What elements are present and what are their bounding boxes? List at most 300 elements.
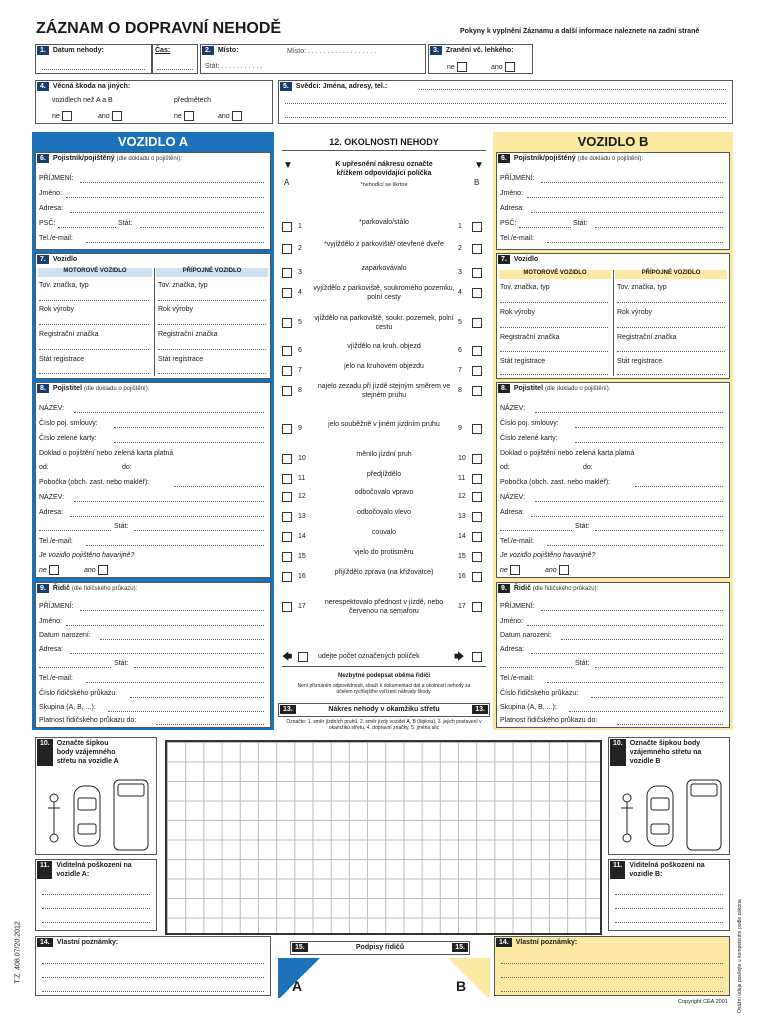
arrow-right-icon: 🡆 xyxy=(454,652,465,663)
vehicle-b-policyholder xyxy=(496,152,730,250)
circumstance-a-checkbox[interactable] xyxy=(282,512,292,522)
insurer-note: (dle dokladu o pojištění): xyxy=(83,386,150,392)
section-place xyxy=(200,44,426,74)
driver-address-input[interactable] xyxy=(531,653,723,654)
damage-vehicles-yes: ano xyxy=(98,111,122,121)
branch-address-input[interactable] xyxy=(70,516,264,517)
car-icon xyxy=(647,786,673,846)
license-validity-label: Platnost řidičského průkazu do: xyxy=(39,717,137,724)
circumstance-row xyxy=(282,284,486,304)
year-input[interactable] xyxy=(500,327,608,328)
valid-from-label: od: xyxy=(39,464,49,471)
surname-input[interactable] xyxy=(541,182,723,183)
damage-input[interactable] xyxy=(42,922,150,923)
circumstance-a-checkbox[interactable] xyxy=(282,474,292,484)
zip-label: PSČ: xyxy=(500,220,517,227)
arrow-down-a-icon: ▼ xyxy=(283,160,293,171)
place-label[interactable]: Místo: . . . . . . . . . . . . . . . . . . xyxy=(287,48,377,55)
branch-input[interactable] xyxy=(635,486,723,487)
circumstance-a-checkbox[interactable] xyxy=(282,222,292,232)
motor-vehicle-header: MOTOROVÉ VOZIDLO xyxy=(499,270,611,279)
circumstance-number: 9 xyxy=(458,425,462,432)
injuries-no: ne xyxy=(447,62,467,72)
trailer-make-input[interactable] xyxy=(158,300,266,301)
address-input[interactable] xyxy=(70,212,264,213)
branch-address-input[interactable] xyxy=(500,530,572,531)
circumstance-b-checkbox[interactable] xyxy=(472,268,482,278)
insurer-name-input[interactable] xyxy=(74,412,264,413)
driver-address-input[interactable] xyxy=(70,653,264,654)
circumstance-text: jelo souběžně v jiném jízdním pruhu xyxy=(328,421,440,428)
vehicle-b-driver xyxy=(496,582,730,728)
section-num: 9. xyxy=(498,584,510,593)
time-input[interactable] xyxy=(157,69,193,70)
driver-dob-input[interactable] xyxy=(561,639,723,640)
vehicle-a-notes xyxy=(35,936,271,996)
circumstance-text: měnilo jízdní pruh xyxy=(356,451,412,458)
damage-vehicles-label: vozidlech než A a B xyxy=(52,97,113,104)
driver-phone-input[interactable] xyxy=(86,682,264,683)
circumstance-a-checkbox[interactable] xyxy=(282,386,292,396)
circumstance-b-checkbox[interactable] xyxy=(472,572,482,582)
count-b-box[interactable] xyxy=(472,652,482,662)
zip-input[interactable] xyxy=(58,227,116,228)
page-title: ZÁZNAM O DOPRAVNÍ NEHODĚ xyxy=(36,20,282,37)
driver-firstname-input[interactable] xyxy=(527,625,723,626)
green-card-label: Číslo zelené karty: xyxy=(39,435,97,442)
count-a-box[interactable] xyxy=(298,652,308,662)
driver-surname-label: PŘÍJMENÍ: xyxy=(39,603,74,610)
vehicle-a-policyholder xyxy=(35,152,271,250)
sketch-num-a: 13. xyxy=(280,705,300,714)
date-label: Datum nehody: xyxy=(52,47,104,54)
license-number-label: Číslo řidičského průkazu: xyxy=(39,690,118,697)
branch-state-input[interactable] xyxy=(595,530,723,531)
branch-label: Pobočka (obch. zast. nebo makléř): xyxy=(39,479,150,486)
phone-input[interactable] xyxy=(86,242,264,243)
trailer-reg-state-input[interactable] xyxy=(158,373,266,374)
phone-input[interactable] xyxy=(547,242,723,243)
driver-address-label: Adresa: xyxy=(500,646,525,653)
branch-state-label: Stát: xyxy=(114,523,129,530)
injuries-no-checkbox[interactable] xyxy=(457,62,467,72)
branch-address-input[interactable] xyxy=(531,516,723,517)
vehicle-label: Vozidlo xyxy=(513,256,539,263)
license-number-input[interactable] xyxy=(591,697,723,698)
circumstance-number: 12 xyxy=(458,493,466,500)
vehicle-label: Vozidlo xyxy=(52,256,78,263)
trailer-make-input[interactable] xyxy=(617,302,725,303)
driver-phone-input[interactable] xyxy=(547,682,723,683)
validity-label: Doklad o pojištění nebo zelená karta platná xyxy=(39,450,174,457)
vehicle-a-impact-point xyxy=(35,737,157,855)
firstname-label: Jméno: xyxy=(500,190,523,197)
moto-wheel-icon xyxy=(50,794,58,802)
moto-wheel-icon xyxy=(623,794,631,802)
driver-address-label: Adresa: xyxy=(39,646,64,653)
signatures-num-b: 15. xyxy=(452,943,472,952)
address-label: Adresa: xyxy=(500,205,525,212)
circumstance-text: nerespektovalo přednost v jízdě, nebo červenou na semaforu xyxy=(324,599,444,615)
branch-label: Pobočka (obch. zast. nebo makléř): xyxy=(500,479,611,486)
trailer-year-input[interactable] xyxy=(617,327,725,328)
damage-label: Viditelná poškození na vozidle A: xyxy=(56,862,132,878)
circumstance-number: 4 xyxy=(298,289,302,296)
circumstance-b-checkbox[interactable] xyxy=(472,602,482,612)
driver-state-label: Stát: xyxy=(114,660,129,667)
circumstance-text: vjíždělo na kruh. objezd xyxy=(347,343,421,350)
license-group-input[interactable] xyxy=(569,711,723,712)
trailer-make-label: Tov. značka, typ xyxy=(617,284,667,291)
circumstance-number: 16 xyxy=(458,573,466,580)
circumstance-number: 3 xyxy=(458,269,462,276)
circumstance-row xyxy=(282,420,486,440)
license-group-label: Skupina (A, B, ...): xyxy=(39,704,96,711)
witnesses-input[interactable] xyxy=(419,89,726,90)
policyholder-note: (dle dokladu o pojištění): xyxy=(116,156,183,162)
column-b-label: B xyxy=(474,178,480,187)
license-group-label: Skupina (A, B, ...): xyxy=(500,704,557,711)
plate-input[interactable] xyxy=(39,349,149,350)
policy-number-input[interactable] xyxy=(575,427,723,428)
circumstance-row xyxy=(282,548,486,568)
circumstance-number: 14 xyxy=(298,533,306,540)
section-num: 10. xyxy=(37,739,53,766)
circumstance-text: odbočovalo vlevo xyxy=(356,509,412,516)
notes-input[interactable] xyxy=(42,963,264,964)
policy-number-input[interactable] xyxy=(114,427,264,428)
insurer-label: Pojistitel xyxy=(513,385,544,392)
firstname-input[interactable] xyxy=(66,197,264,198)
circumstance-a-checkbox[interactable] xyxy=(282,492,292,502)
section-num: 7. xyxy=(498,255,510,264)
driver-address-input[interactable] xyxy=(39,667,111,668)
sketch-note: Označte: 1. směr jízdních pruhů, 2. směr jízdy vozidel A, B (šipkou), 3. jejich postavení v okamžiku střetu, 4. dopravní značky, 5. jména ulic xyxy=(286,719,482,731)
branch-phone-input[interactable] xyxy=(86,545,264,546)
trailer-make-label: Tov. značka, typ xyxy=(158,282,208,289)
license-group-input[interactable] xyxy=(108,711,264,712)
firstname-input[interactable] xyxy=(527,197,723,198)
green-card-input[interactable] xyxy=(575,442,723,443)
license-validity-input[interactable] xyxy=(617,724,723,725)
sketch-header xyxy=(278,703,490,717)
circumstance-row xyxy=(282,382,486,402)
trailer-reg-state-label: Stát registrace xyxy=(158,356,204,363)
circumstance-number: 7 xyxy=(458,367,462,374)
license-validity-input[interactable] xyxy=(156,724,264,725)
phone-label: Tel./e-mail: xyxy=(500,235,534,242)
address-input[interactable] xyxy=(531,212,723,213)
circumstance-row xyxy=(282,362,486,382)
notes-input[interactable] xyxy=(42,991,264,992)
circumstance-number: 13 xyxy=(298,513,306,520)
vehicle-a-header: VOZIDLO A xyxy=(32,134,274,150)
notes-input[interactable] xyxy=(501,991,723,992)
circumstance-a-checkbox[interactable] xyxy=(282,552,292,562)
plate-label: Registrační značka xyxy=(500,334,560,341)
instructions: Pokyny k vyplnění Záznamu a další informace naleznete na zadní straně xyxy=(460,28,700,35)
damage-label: Věcná škoda na jiných: xyxy=(52,83,131,90)
driver-state-label: Stát: xyxy=(575,660,590,667)
surname-input[interactable] xyxy=(80,182,264,183)
section-injuries xyxy=(428,44,533,74)
circumstance-number: 10 xyxy=(298,455,306,462)
circumstance-b-checkbox[interactable] xyxy=(472,474,482,484)
signatures-num-a: 15. xyxy=(292,943,312,952)
circumstance-a-checkbox[interactable] xyxy=(282,366,292,376)
sign-note: Není přiznáním odpovědnosti, slouží k dokumentaci dat a okolností nehody za účelem rychlejšího vyřízení náhrady škody. xyxy=(297,683,471,695)
checkbox[interactable] xyxy=(184,111,194,121)
vehicle-b-diagram[interactable] xyxy=(615,778,725,852)
damage-items-label: předmětech xyxy=(174,97,211,104)
driver-surname-input[interactable] xyxy=(541,610,723,611)
insurer-name-label: NÁZEV: xyxy=(39,405,65,412)
year-input[interactable] xyxy=(39,324,149,325)
damage-vehicles-no: ne xyxy=(52,111,72,121)
time-label: Čas: xyxy=(155,47,171,54)
plate-input[interactable] xyxy=(500,351,608,352)
vehicle-a-insurer xyxy=(35,382,271,578)
driver-phone-label: Tel./e-mail: xyxy=(500,675,534,682)
circumstance-b-checkbox[interactable] xyxy=(472,222,482,232)
side-note: Ovážní údaje posílejte u kompetentní podle zákona xyxy=(737,899,743,1013)
circumstance-row xyxy=(282,470,486,490)
driver-state-input[interactable] xyxy=(595,667,723,668)
license-number-input[interactable] xyxy=(130,697,264,698)
reg-state-input[interactable] xyxy=(500,374,608,375)
circumstance-b-checkbox[interactable] xyxy=(472,366,482,376)
driver-note: (dle řidičského průkazu): xyxy=(71,586,138,592)
green-card-input[interactable] xyxy=(114,442,264,443)
motor-vehicle-header: MOTOROVÉ VOZIDLO xyxy=(38,268,152,277)
circumstance-text: jelo na kruhovém objezdu xyxy=(344,363,424,370)
circumstance-a-checkbox[interactable] xyxy=(282,318,292,328)
circumstance-number: 8 xyxy=(458,387,462,394)
reg-state-input[interactable] xyxy=(39,373,149,374)
vehicle-b-damage xyxy=(608,859,730,931)
state-label[interactable]: Stát: . . . . . . . . . . . xyxy=(205,63,263,70)
vehicle-b-notes xyxy=(494,936,730,996)
surname-label: PŘÍJMENÍ: xyxy=(500,175,535,182)
witnesses-input[interactable] xyxy=(285,117,726,118)
circumstance-a-checkbox[interactable] xyxy=(282,572,292,582)
section-num: 11. xyxy=(37,861,52,879)
driver-dob-label: Datum narození: xyxy=(39,632,91,639)
circumstance-a-checkbox[interactable] xyxy=(282,244,292,254)
checkbox[interactable] xyxy=(62,111,72,121)
checkbox[interactable] xyxy=(232,111,242,121)
truck-icon xyxy=(114,780,148,850)
notes-input[interactable] xyxy=(42,977,264,978)
column-a-label: A xyxy=(284,178,290,187)
circumstance-a-checkbox[interactable] xyxy=(282,602,292,612)
signature-a-label: A xyxy=(292,978,303,994)
moto-wheel-icon xyxy=(623,834,631,842)
casco-yes: ano xyxy=(545,565,569,575)
section-damage xyxy=(35,80,273,124)
valid-to-label: do: xyxy=(122,464,132,471)
sketch-grid[interactable] xyxy=(165,740,602,935)
circumstance-b-checkbox[interactable] xyxy=(472,552,482,562)
moto-wheel-icon xyxy=(50,834,58,842)
trailer-year-label: Rok výroby xyxy=(617,309,653,316)
section-num: 14. xyxy=(496,938,512,947)
section-num: 4. xyxy=(37,82,49,91)
circumstance-text: *vyjíždělo z parkoviště/ otevřené dveře xyxy=(324,241,444,248)
checkbox[interactable] xyxy=(510,565,520,575)
policyholder-label: Pojistník/pojištěný xyxy=(52,155,115,162)
driver-label: Řidič xyxy=(52,585,70,592)
circumstance-number: 1 xyxy=(298,223,302,230)
circumstance-row xyxy=(282,488,486,508)
circumstance-text: vjelo do protisměru xyxy=(354,549,414,556)
signature-b-area[interactable] xyxy=(390,958,490,998)
state-input[interactable] xyxy=(140,227,264,228)
branch-name-input[interactable] xyxy=(74,501,264,502)
state-label: Stát: xyxy=(118,220,133,227)
state-label: Stát: xyxy=(573,220,588,227)
signatures-header xyxy=(290,941,470,955)
zip-label: PSČ: xyxy=(39,220,56,227)
driver-dob-input[interactable] xyxy=(100,639,264,640)
circumstance-b-checkbox[interactable] xyxy=(472,512,482,522)
circumstance-a-checkbox[interactable] xyxy=(282,268,292,278)
circumstance-b-checkbox[interactable] xyxy=(472,244,482,254)
sketch-num-b: 13. xyxy=(472,705,492,714)
damage-input[interactable] xyxy=(615,908,723,909)
checkbox[interactable] xyxy=(49,565,59,575)
driver-firstname-label: Jméno: xyxy=(39,618,62,625)
vehicle-a-vehicle xyxy=(35,253,271,379)
circumstance-row xyxy=(282,450,486,470)
circumstance-number: 15 xyxy=(298,553,306,560)
trailer-reg-state-input[interactable] xyxy=(617,374,725,375)
section-num: 2. xyxy=(202,46,214,55)
driver-note: (dle řidičského průkazu): xyxy=(532,586,599,592)
damage-input[interactable] xyxy=(615,922,723,923)
damage-label: Viditelná poškození na vozidle B: xyxy=(629,862,705,878)
branch-input[interactable] xyxy=(174,486,264,487)
circumstance-b-checkbox[interactable] xyxy=(472,318,482,328)
circumstance-number: 11 xyxy=(458,475,466,482)
insurer-name-input[interactable] xyxy=(535,412,723,413)
vehicle-a-diagram[interactable] xyxy=(42,778,152,852)
trailer-year-input[interactable] xyxy=(158,324,266,325)
circumstance-b-checkbox[interactable] xyxy=(472,288,482,298)
make-input[interactable] xyxy=(39,300,149,301)
circumstances-intro: K upřesnění nákresu označte křížkem odpovídající políčka xyxy=(335,161,433,177)
branch-phone-input[interactable] xyxy=(547,545,723,546)
circumstance-b-checkbox[interactable] xyxy=(472,386,482,396)
place-title: Místo: xyxy=(217,47,239,54)
circumstances-title: 12. OKOLNOSTI NEHODY xyxy=(329,137,439,147)
circumstance-number: 2 xyxy=(298,245,302,252)
circumstance-b-checkbox[interactable] xyxy=(472,532,482,542)
circumstance-text: *parkovalo/stálo xyxy=(359,219,409,226)
make-input[interactable] xyxy=(500,302,608,303)
circumstance-number: 6 xyxy=(458,347,462,354)
damage-input[interactable] xyxy=(615,894,723,895)
circumstance-text: najelo zezadu při jízdě stejným směrem ve stejném pruhu xyxy=(317,383,451,399)
state-input[interactable] xyxy=(595,227,723,228)
section-num: 3. xyxy=(430,46,442,55)
trailer-plate-input[interactable] xyxy=(617,351,725,352)
trailer-reg-state-label: Stát registrace xyxy=(617,358,663,365)
injuries-yes-checkbox[interactable] xyxy=(505,62,515,72)
driver-surname-label: PŘÍJMENÍ: xyxy=(500,603,535,610)
circumstance-a-checkbox[interactable] xyxy=(282,346,292,356)
damage-items-no: ne xyxy=(174,111,194,121)
vehicle-b-impact-point xyxy=(608,737,730,855)
damage-input[interactable] xyxy=(42,908,150,909)
circumstance-a-checkbox[interactable] xyxy=(282,454,292,464)
validity-label: Doklad o pojištění nebo zelená karta platná xyxy=(500,450,635,457)
circumstance-row xyxy=(282,598,486,618)
driver-surname-input[interactable] xyxy=(80,610,264,611)
section-num: 1. xyxy=(37,46,49,55)
notes-input[interactable] xyxy=(501,977,723,978)
firstname-label: Jméno: xyxy=(39,190,62,197)
notes-input[interactable] xyxy=(501,963,723,964)
damage-items-yes: ano xyxy=(218,111,242,121)
circumstance-b-checkbox[interactable] xyxy=(472,346,482,356)
circumstance-text: vyjíždělo z parkoviště, soukromého pozemku, polní cesty xyxy=(313,285,455,301)
checkbox[interactable] xyxy=(98,565,108,575)
branch-address-label: Adresa: xyxy=(39,509,64,516)
circumstance-number: 4 xyxy=(458,289,462,296)
circumstance-number: 14 xyxy=(458,533,466,540)
driver-firstname-input[interactable] xyxy=(66,625,264,626)
signatures-title: Podpisy řidičů xyxy=(355,944,405,951)
vehicle-b-vehicle xyxy=(496,253,730,379)
circumstances-note: *nehodící se škrtne xyxy=(360,182,408,188)
circumstance-row xyxy=(282,264,486,284)
impact-label: Označte šipkou body vzájemného střetu na vozidle A xyxy=(56,740,119,765)
circumstance-b-checkbox[interactable] xyxy=(472,454,482,464)
circumstance-text: předjíždělo xyxy=(366,471,402,478)
year-label: Rok výroby xyxy=(500,309,536,316)
arrow-down-b-icon: ▼ xyxy=(474,160,484,171)
trailer-header: PŘÍPOJNÉ VOZIDLO xyxy=(615,270,727,279)
trailer-plate-input[interactable] xyxy=(158,349,266,350)
driver-phone-label: Tel./e-mail: xyxy=(39,675,73,682)
driver-address-input[interactable] xyxy=(500,667,572,668)
checkbox[interactable] xyxy=(112,111,122,121)
circumstance-a-checkbox[interactable] xyxy=(282,532,292,542)
car-icon xyxy=(74,786,100,846)
circumstance-a-checkbox[interactable] xyxy=(282,424,292,434)
license-validity-label: Platnost řidičského průkazu do: xyxy=(500,717,598,724)
branch-name-input[interactable] xyxy=(535,501,723,502)
damage-input[interactable] xyxy=(42,894,150,895)
circumstance-b-checkbox[interactable] xyxy=(472,492,482,502)
branch-address-input[interactable] xyxy=(39,530,111,531)
circumstance-b-checkbox[interactable] xyxy=(472,424,482,434)
checkbox[interactable] xyxy=(559,565,569,575)
date-input[interactable] xyxy=(42,69,145,70)
casco-question: Je vozidlo pojištěno havarijně? xyxy=(39,552,135,559)
branch-state-input[interactable] xyxy=(134,530,264,531)
circumstance-number: 15 xyxy=(458,553,466,560)
driver-state-input[interactable] xyxy=(134,667,264,668)
circumstance-a-checkbox[interactable] xyxy=(282,288,292,298)
count-label: udejte počet označených políček xyxy=(318,653,420,660)
circumstance-text: odbočovalo vpravo xyxy=(354,489,414,496)
circumstance-row xyxy=(282,342,486,362)
witnesses-input[interactable] xyxy=(285,103,726,104)
vehicle-b-header: VOZIDLO B xyxy=(493,134,733,150)
zip-input[interactable] xyxy=(519,227,571,228)
